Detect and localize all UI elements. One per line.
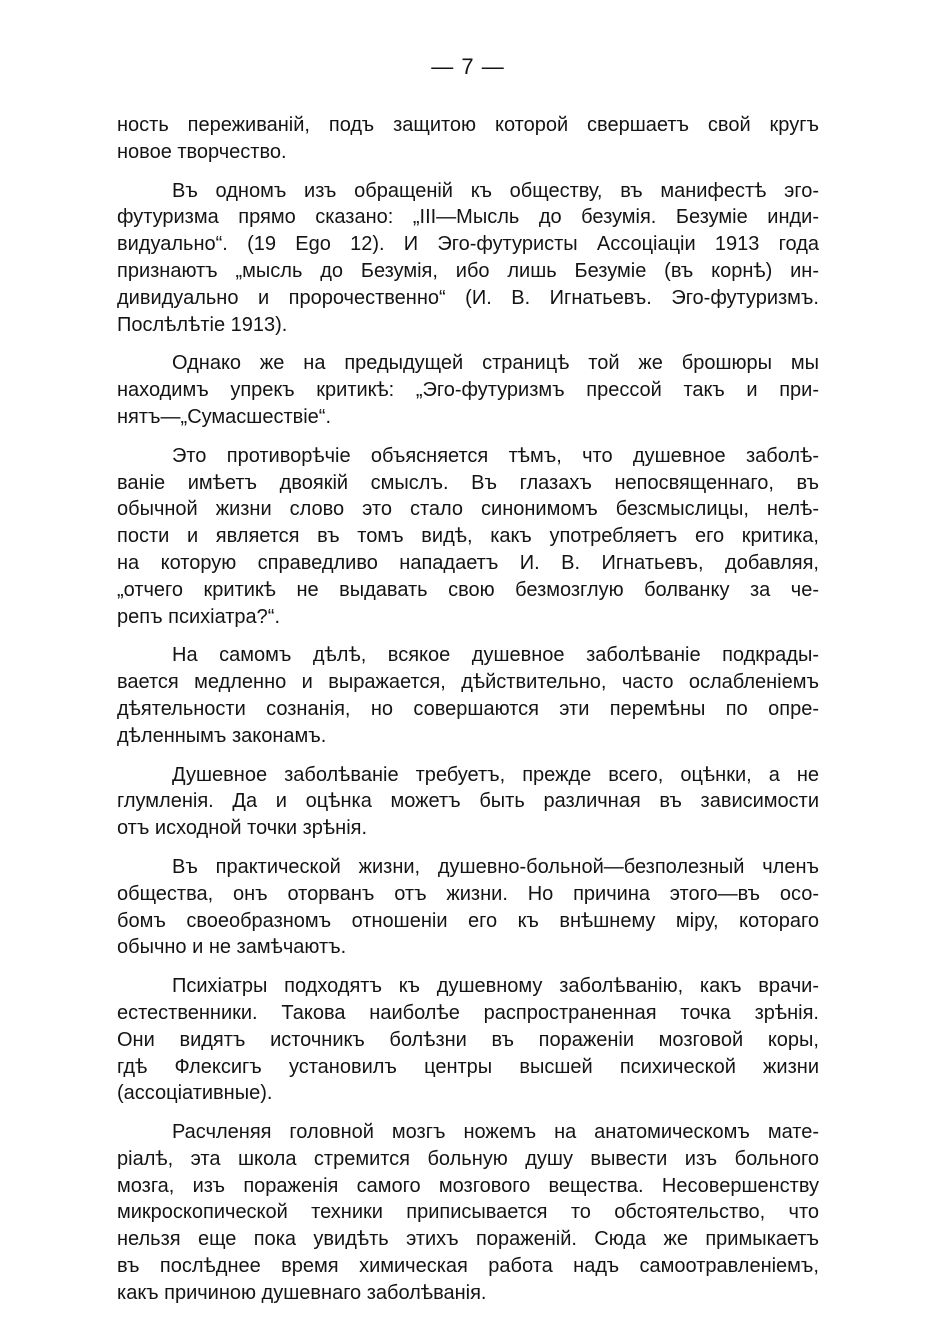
paragraph-4 — [117, 443, 819, 631]
text-line: Душевное заболѣваніе требуетъ, прежде всего, оцѣнки, а не — [172, 763, 819, 786]
paragraph-5 — [117, 642, 819, 749]
text-line: нельзя еще пока увидѣть этихъ пораженій. Сюда же примыкаетъ — [117, 1228, 819, 1251]
paragraph-3 — [117, 350, 819, 430]
text-line: бомъ своеобразномъ отношеніи его къ внѣшнему міру, котораго — [117, 909, 819, 932]
text-line: репъ психіатра?“. — [117, 605, 281, 628]
text-line: ность переживаній, подъ защитою которой свершаетъ свой кругъ — [117, 114, 819, 136]
text-line: Расчленяя головной мозгъ ножемъ на анатомическомъ мате- — [172, 1121, 819, 1144]
text-line: „отчего критикѣ не выдавать свою безмозглую болванку за че- — [117, 578, 819, 601]
text-line: дѣленнымъ законамъ. — [117, 724, 327, 747]
text-line: (ассоціативные). — [117, 1082, 273, 1105]
text-line: отъ исходной точки зрѣнія. — [117, 817, 368, 840]
text-line: новое творчество. — [117, 140, 287, 163]
text-line: находимъ упрекъ критикѣ: „Эго-футуризмъ прессой такъ и при- — [117, 379, 819, 402]
text-line: вается медленно и выражается, дѣйствительно, часто ослабленіемъ — [117, 671, 819, 694]
text-line: обычно и не замѣчаютъ. — [117, 936, 347, 959]
text-line: На самомъ дѣлѣ, всякое душевное заболѣваніе подкрады- — [172, 644, 819, 667]
text-line: микроскопической техники приписывается то обстоятельство, что — [117, 1201, 819, 1224]
text-line: дивидуально и пророчественно“ (И. В. Игнатьевъ. Эго-футуризмъ. — [117, 286, 819, 309]
paragraph-6 — [117, 762, 819, 842]
text-line: обычной жизни слово это стало синонимомъ безсмыслицы, нелѣ- — [117, 498, 819, 521]
text-line: глумленія. Да и оцѣнка можетъ быть различная въ зависимости — [117, 790, 819, 813]
text-line: ріалѣ, эта школа стремится больную душу вывести изъ больного — [117, 1147, 819, 1170]
paragraph-8 — [117, 973, 819, 1107]
text-line: естественники. Такова наиболѣе распространенная точка зрѣнія. — [117, 1001, 819, 1024]
text-line: пости и является въ томъ видѣ, какъ употребляетъ его критика, — [117, 525, 819, 548]
page-number: — 7 — — [431, 54, 505, 79]
text-line: какъ причиною душевнаго заболѣванія. — [117, 1281, 487, 1304]
text-line: гдѣ Флексигъ установилъ центры высшей психической жизни — [117, 1055, 819, 1078]
text-line: дѣятельности сознанія, но совершаются эти перемѣны по опре- — [117, 697, 819, 720]
text-line: Въ практической жизни, душевно-больной—безполезный членъ — [172, 855, 819, 878]
text-line: Они видятъ источникъ болѣзни въ пораженіи мозговой коры, — [117, 1028, 819, 1051]
text-line: Психіатры подходятъ къ душевному заболѣванію, какъ врачи- — [172, 975, 819, 998]
text-line: Однако же на предыдущей страницѣ той же брошюры мы — [172, 352, 819, 375]
text-line: видуально“. (19 Ego 12). И Эго-футуристы Ассоціаціи 1913 года — [117, 233, 819, 256]
text-line: ваніе имѣетъ двоякій смыслъ. Въ глазахъ непосвященнаго, въ — [117, 471, 819, 494]
text-line: признаютъ „мысль до Безумія, ибо лишь Безуміе (въ корнѣ) ин- — [117, 259, 819, 282]
text-line: футуризма прямо сказано: „III—Мысль до безумія. Безуміе инди- — [117, 206, 819, 229]
paragraph-9 — [117, 1119, 819, 1307]
paragraph-1 — [117, 112, 819, 166]
text-line: Послѣлѣтіе 1913). — [117, 313, 288, 336]
text-line: общества, онъ оторванъ отъ жизни. Но причина этого—въ осо- — [117, 882, 819, 905]
body-text — [117, 112, 819, 1319]
text-line: мозга, изъ пораженія самого мозгового вещества. Несовершенству — [117, 1174, 819, 1197]
text-line: Въ одномъ изъ обращеній къ обществу, въ манифестѣ эго- — [172, 179, 819, 202]
paragraph-7 — [117, 854, 819, 961]
text-line: нятъ—„Сумасшествіе“. — [117, 405, 332, 428]
text-line: на которую справедливо нападаетъ И. В. Игнатьевъ, добавляя, — [117, 551, 819, 574]
text-line: въ послѣднее время химическая работа надъ самоотравленіемъ, — [117, 1255, 819, 1278]
paragraph-2 — [117, 178, 819, 339]
text-line: Это противорѣчіе объясняется тѣмъ, что душевное заболѣ- — [172, 444, 819, 467]
